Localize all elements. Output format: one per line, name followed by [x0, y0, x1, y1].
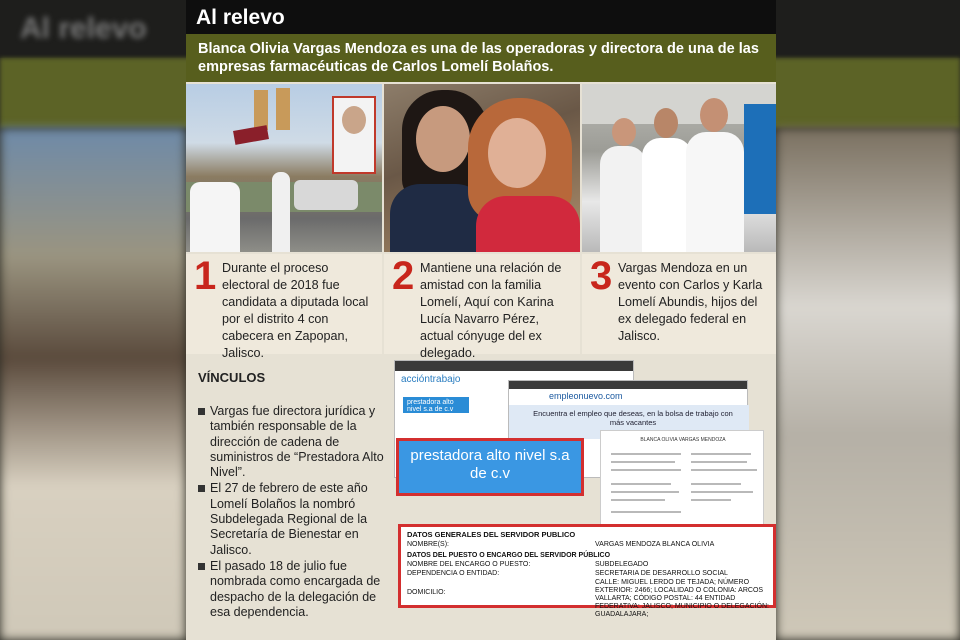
red-flag — [233, 125, 269, 145]
infographic-card — [186, 0, 776, 640]
white-car — [294, 180, 358, 210]
datos-title: DATOS GENERALES DEL SERVIDOR PUBLICO — [407, 530, 576, 539]
text-line — [611, 491, 679, 493]
text-line — [691, 483, 741, 485]
text-line — [691, 491, 753, 493]
person-left-face — [612, 118, 636, 146]
text-line — [611, 499, 665, 501]
person-right-face — [700, 98, 728, 132]
text-line — [611, 511, 681, 513]
text-line — [611, 453, 681, 455]
text-line — [691, 469, 757, 471]
church-tower-right — [276, 88, 290, 130]
domicilio-label: DOMICILIO: — [407, 589, 446, 596]
nombre-value: VARGAS MENDOZA BLANCA OLIVIA — [595, 541, 715, 548]
subtitle-bar — [186, 34, 776, 82]
photo-group-three — [582, 84, 776, 252]
text-line — [691, 453, 751, 455]
caption-text: Durante el proceso electoral de 2018 fue candidata a diputada local por el distrito 4 con cabecera en Zapopan, Jalisco. — [222, 261, 369, 360]
candidate-figure — [272, 172, 290, 252]
screenshot-declaracion — [600, 430, 764, 528]
list-item: Vargas fue directora jurídica y también responsable de la dirección de cadena de suministros de “Prestadora Alto Nivel”. — [198, 404, 390, 480]
bg-title: Al relevo — [20, 12, 147, 45]
dependencia-value: SECRETARIA DE DESARROLLO SOCIAL — [595, 570, 728, 577]
text-line — [691, 461, 747, 463]
screenshot-datos-generales — [398, 524, 776, 618]
occ-search-button: prestadora alto nivel s.a de c.v — [403, 397, 469, 413]
caption-3 — [582, 254, 776, 354]
bg-right-blur — [776, 128, 960, 640]
vinculos-list — [198, 404, 390, 621]
text-line — [611, 469, 681, 471]
woman-right-dress — [476, 196, 580, 252]
highlight-callout — [396, 438, 584, 496]
church-tower-left — [254, 90, 268, 130]
person-white-shirt — [190, 182, 240, 252]
photo-two-women — [384, 84, 580, 252]
caption-text: Mantiene una relación de amistad con la familia Lomelí, Aquí con Karina Lucía Navarro Pérez, actual cónyuge del ex delegado. — [420, 261, 562, 360]
blue-booth — [744, 104, 776, 214]
title-bar — [186, 0, 776, 34]
list-item: El 27 de febrero de este año Lomelí Bolaños la nombró Subdelegada Regional de la Secretaría de Bienestar en Jalisco. — [198, 481, 390, 557]
caption-1 — [186, 254, 382, 360]
puesto-title: DATOS DEL PUESTO O ENCARGO DEL SERVIDOR PÚBLICO — [407, 552, 611, 559]
caption-text: Vargas Mendoza en un evento con Carlos y Karla Lomelí Abundis, hijos del ex delegado federal en Jalisco. — [618, 261, 763, 343]
person-right-body — [686, 132, 744, 252]
encargo-label: NOMBRE DEL ENCARGO O PUESTO: — [407, 561, 531, 568]
caption-number: 1 — [194, 254, 217, 298]
list-item: El pasado 18 de julio fue nombrada como encargada de despacho de la delegación de esa dependencia. — [198, 559, 390, 620]
person-middle-face — [654, 108, 678, 138]
browser-bar — [509, 381, 747, 389]
text-line — [691, 499, 731, 501]
woman-right-face — [488, 118, 546, 188]
photo-campaign — [186, 84, 382, 252]
page-subtitle: Blanca Olivia Vargas Mendoza es una de las operadoras y directora de una de las empresas farmacéuticas de Carlos Lomelí Bolaños. — [198, 41, 759, 75]
woman-left-face — [416, 106, 470, 172]
person-left-body — [600, 146, 646, 252]
bg-left-blur — [0, 128, 186, 640]
domicilio-value: CALLE: MIGUEL LERDO DE TEJADA; NÚMERO EXTERIOR: 2466; LOCALIDAD O COLONIA: ARCOS VALLARTA; CÓDIGO POSTAL: 44 ENTIDAD FEDERATIVA: JALISCO; MUNICIPIO O DELEGACIÓN: GUADALAJARA; — [595, 579, 769, 618]
person-middle-body — [642, 138, 692, 252]
page-title: Al relevo — [196, 6, 285, 29]
dependencia-label: DEPENDENCIA O ENTIDAD: — [407, 570, 500, 577]
callout-text: prestadora alto nivel s.a de c.v — [410, 447, 570, 482]
caption-number: 3 — [590, 254, 613, 298]
browser-bar — [395, 361, 633, 371]
text-line — [611, 483, 671, 485]
occ-logo: accióntrabajo — [401, 374, 461, 385]
empleo-logo: empleonuevo.com — [549, 391, 623, 401]
caption-number: 2 — [392, 254, 415, 298]
poster-face — [342, 106, 366, 134]
declaracion-header: BLANCA OLIVIA VARGAS MENDOZA — [640, 437, 726, 443]
text-line — [611, 461, 675, 463]
nombre-label: NOMBRE(S): — [407, 541, 449, 548]
caption-2 — [384, 254, 580, 360]
vinculos-title: VÍNCULOS — [198, 370, 266, 385]
empleo-banner-text: Encuentra el empleo que deseas, en la bolsa de trabajo con más vacantes — [533, 409, 733, 427]
encargo-value: SUBDELEGADO — [595, 561, 649, 568]
